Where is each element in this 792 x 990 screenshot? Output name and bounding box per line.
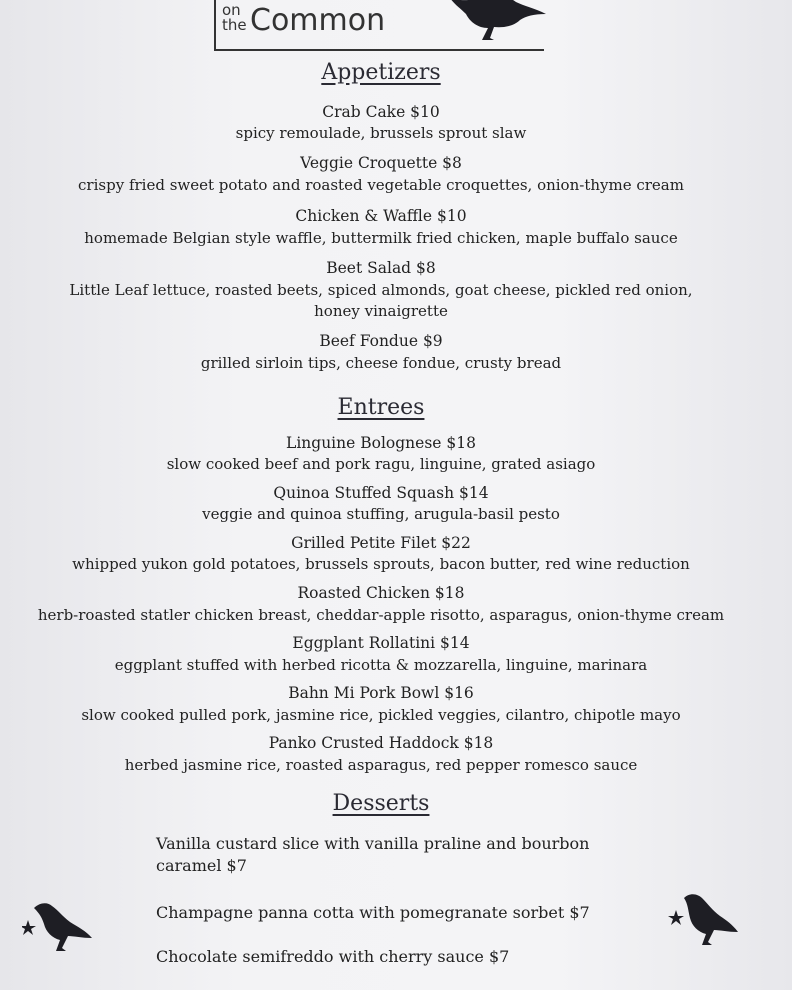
menu-item-name: Chicken & Waffle $10 xyxy=(295,207,467,225)
menu-item-description: Little Leaf lettuce, roasted beets, spiced almonds, goat cheese, pickled red onion, xyxy=(69,281,693,299)
brand-name: Common xyxy=(250,3,386,38)
dessert-line: caramel $7 xyxy=(156,856,247,875)
menu-item-name: Bahn Mi Pork Bowl $16 xyxy=(288,684,474,702)
brand-on: on xyxy=(222,1,241,19)
logo-frame-underline xyxy=(214,49,544,51)
brand-the: the xyxy=(222,16,247,34)
menu-item-description: spicy remoulade, brussels sprout slaw xyxy=(235,124,527,142)
menu-item-name: Veggie Croquette $8 xyxy=(300,154,462,172)
menu-item-description: grilled sirloin tips, cheese fondue, crusty bread xyxy=(200,354,562,372)
entrees-heading: Entrees xyxy=(337,395,425,420)
dessert-item xyxy=(156,902,606,924)
menu-item-name: Panko Crusted Haddock $18 xyxy=(268,734,494,752)
menu-item-name: Quinoa Stuffed Squash $14 xyxy=(273,484,489,502)
menu-item-description-cont: honey vinaigrette xyxy=(314,302,448,320)
dessert-item xyxy=(156,946,606,968)
crow-icon xyxy=(444,0,548,42)
appetizers-heading: Appetizers xyxy=(321,60,441,85)
menu-item-description: eggplant stuffed with herbed ricotta & mozzarella, linguine, marinara xyxy=(114,656,648,674)
logo-frame-vertical xyxy=(214,0,216,50)
menu-item-description: slow cooked beef and pork ragu, linguine, grated asiago xyxy=(166,455,596,473)
menu-item-name: Linguine Bolognese $18 xyxy=(286,434,476,452)
menu-item-description: veggie and quinoa stuffing, arugula-basil pesto xyxy=(202,505,560,523)
crow-with-star-icon xyxy=(22,896,94,954)
menu-item-description: homemade Belgian style waffle, buttermilk fried chicken, maple buffalo sauce xyxy=(84,229,678,247)
menu-item-name: Grilled Petite Filet $22 xyxy=(291,534,471,552)
menu-item-description: herbed jasmine rice, roasted asparagus, red pepper romesco sauce xyxy=(124,756,638,774)
menu-item-description: herb-roasted statler chicken breast, cheddar-apple risotto, asparagus, onion-thyme cream xyxy=(37,606,725,624)
menu-item-description: slow cooked pulled pork, jasmine rice, pickled veggies, cilantro, chipotle mayo xyxy=(81,706,681,724)
menu-item-name: Crab Cake $10 xyxy=(322,103,440,121)
menu-item-name: Roasted Chicken $18 xyxy=(297,584,465,602)
logo-header xyxy=(212,0,544,52)
menu-item-description: whipped yukon gold potatoes, brussels sprouts, bacon butter, red wine reduction xyxy=(72,555,690,573)
dessert-item xyxy=(156,833,606,877)
dessert-line: Vanilla custard slice with vanilla praline and bourbon xyxy=(156,834,590,853)
crow-with-star-icon xyxy=(666,890,740,948)
desserts-heading: Desserts xyxy=(332,791,430,816)
dessert-line: Chocolate semifreddo with cherry sauce $7 xyxy=(156,947,510,966)
menu-item-name: Beef Fondue $9 xyxy=(319,332,443,350)
menu-item-name: Beet Salad $8 xyxy=(326,259,436,277)
menu-item-name: Eggplant Rollatini $14 xyxy=(292,634,470,652)
dessert-line: Champagne panna cotta with pomegranate sorbet $7 xyxy=(156,903,590,922)
menu-item-description: crispy fried sweet potato and roasted vegetable croquettes, onion-thyme cream xyxy=(78,176,684,194)
